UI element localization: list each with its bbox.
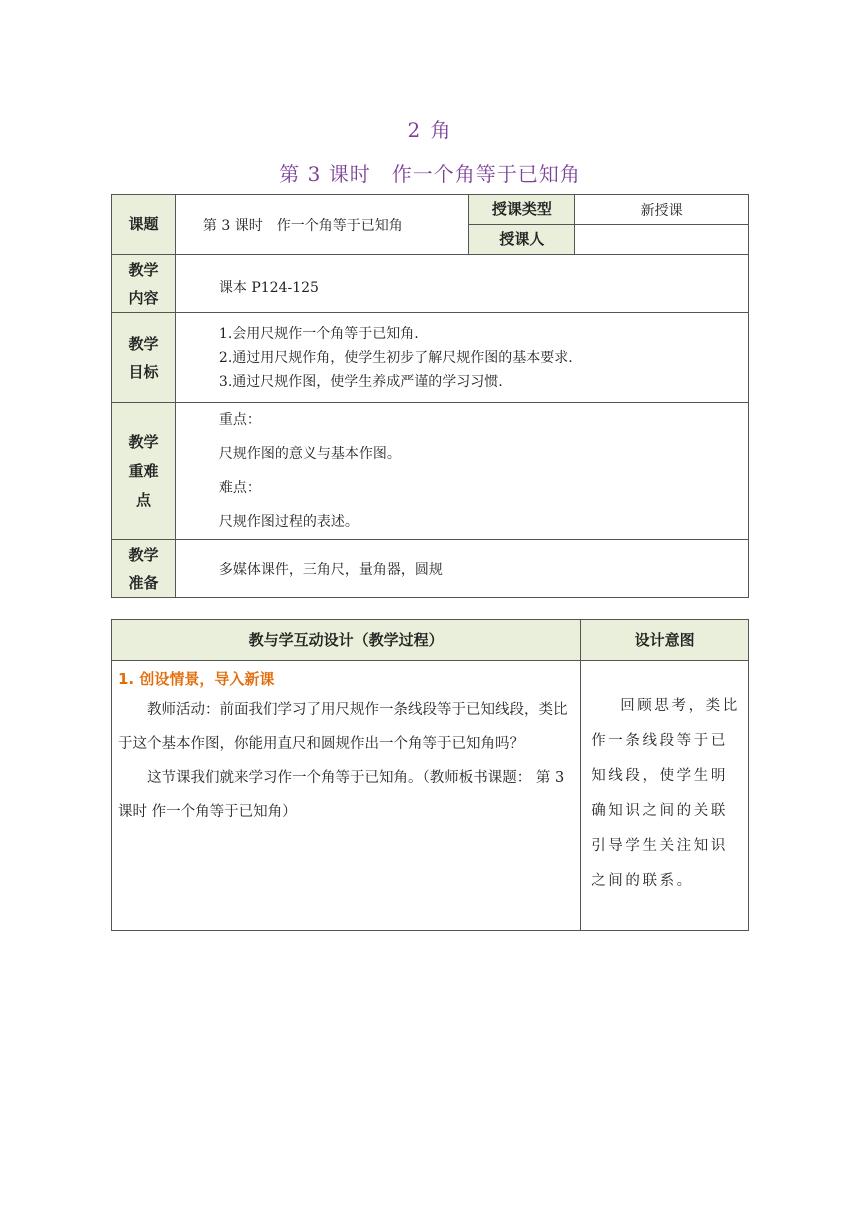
teacher-label-cell [469,225,575,255]
lesson-info-table [111,194,749,598]
key-label-line3: 点 [135,490,151,509]
goals-cell [175,313,748,403]
chapter-title: 2 角 [407,118,453,142]
process-body-cell [112,661,581,931]
process-header-cell [112,620,581,661]
process-column-header: 教与学互动设计（教学过程） [248,630,444,649]
content-label-cell [112,255,176,313]
key-label-cell [112,403,176,540]
key-point-line: 重点： [218,412,261,428]
type-value-cell [575,195,749,225]
prep-label-cell [112,540,176,598]
intent-header-cell [581,620,749,661]
lesson-title: 第 3 课时 作一个角等于已知角 [279,162,581,186]
prep-label-line2: 准备 [128,573,159,592]
key-points-cell [175,403,748,540]
key-point-line: 尺规作图过程的表述。 [218,514,359,530]
goals-label-cell [112,313,176,403]
topic-label-cell [112,195,176,255]
teacher-value-cell [575,225,749,255]
content-value: 课本 P124-125 [218,279,319,296]
topic-label: 课题 [128,215,159,233]
type-value: 新授课 [640,202,683,219]
process-paragraph: 这节课我们就来学习作一个角等于已知角。（教师板书课题： 第 3 课时 作一个角等于已知角） [118,770,565,820]
teaching-process-table [111,619,749,931]
goals-label-line2: 目标 [128,362,159,381]
key-point-line: 难点： [218,480,261,496]
goal-item: 3.通过尺规作图，使学生养成严谨的学习习惯. [218,373,503,390]
process-paragraph: 教师活动：前面我们学习了用尺规作一条线段等于已知线段，类比于这个基本作图，你能用直尺和圆规作出一个角等于已知角吗？ [118,702,568,752]
intent-column-header: 设计意图 [634,630,695,649]
prep-value-cell [175,540,748,598]
design-intent-text: 回顾思考，类比作一条线段等于已知线段，使学生明确知识之间的关联引导学生关注知识之间的联系。 [591,698,740,889]
key-label-line1: 教学 [128,432,159,451]
content-value-cell [175,255,748,313]
prep-label-line1: 教学 [128,545,159,564]
prep-value: 多媒体课件，三角尺，量角器，圆规 [218,561,443,578]
section-title: 1. 创设情景，导入新课 [118,670,275,688]
intent-body-cell [581,661,749,931]
goal-item: 1.会用尺规作一个角等于已知角. [218,325,419,342]
key-point-line: 尺规作图的意义与基本作图。 [218,446,401,462]
teacher-label: 授课人 [499,230,545,248]
goal-item: 2.通过用尺规作角，使学生初步了解尺规作图的基本要求. [218,349,573,366]
key-label-line2: 重难 [128,461,159,480]
topic-value: 第 3 课时 作一个角等于已知角 [202,217,403,234]
content-label-line1: 教学 [128,260,159,279]
content-label-line2: 内容 [128,288,159,307]
topic-value-cell [175,195,469,255]
type-label-cell [469,195,575,225]
goals-label-line1: 教学 [128,334,159,353]
type-label: 授课类型 [491,200,552,218]
